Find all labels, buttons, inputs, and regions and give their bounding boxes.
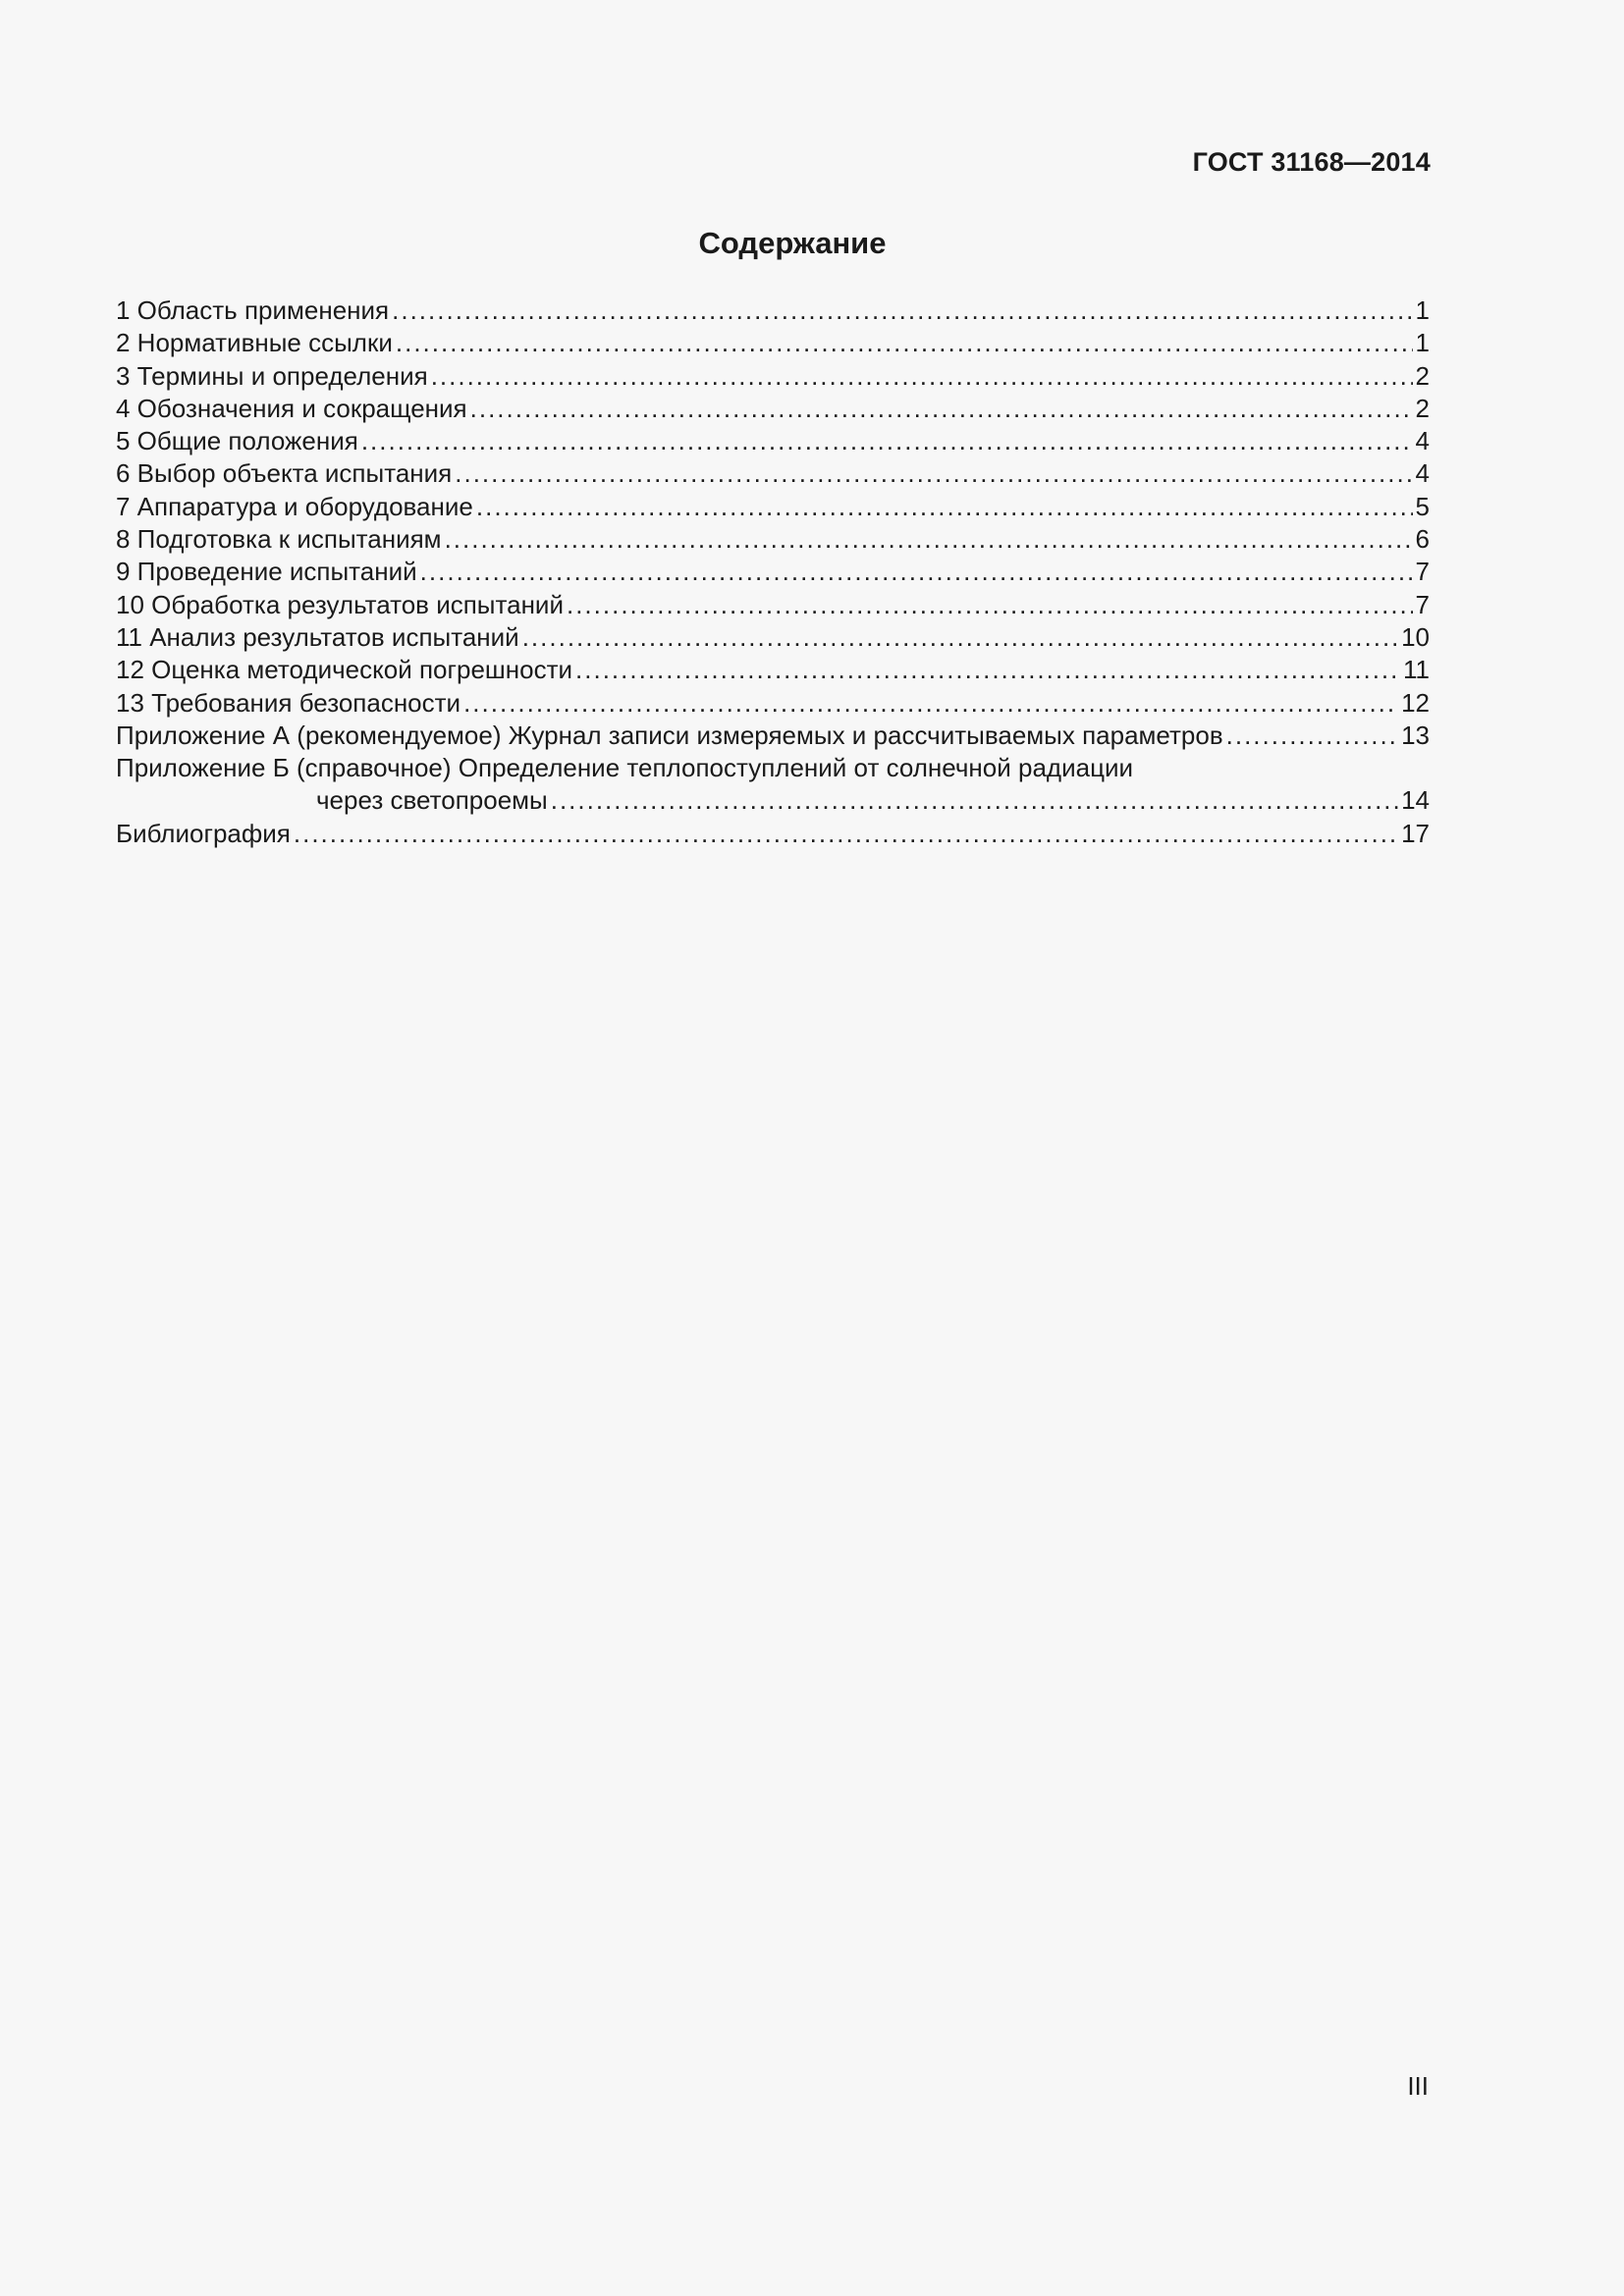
toc-entry[interactable]	[116, 327, 1430, 359]
toc-entry[interactable]	[116, 393, 1430, 425]
toc-dot-leader	[567, 589, 1413, 621]
toc-entry-page: 11	[1403, 655, 1430, 685]
toc-entry-label: 4 Обозначения и сокращения	[116, 393, 467, 423]
toc-dot-leader	[551, 784, 1398, 817]
toc-dot-leader	[392, 294, 1412, 327]
toc-entry-label: Библиография	[116, 818, 291, 848]
toc-entry-label: Приложение Б (справочное) Определение теплопоступлений от солнечной радиации	[116, 753, 1134, 783]
toc-entry-appendix-b[interactable]	[116, 752, 1430, 784]
toc-entry-label: 11 Анализ результатов испытаний	[116, 621, 519, 652]
toc-entry-label: через светопроемы	[316, 785, 548, 816]
toc-entry-label: 13 Требования безопасности	[116, 687, 461, 718]
toc-entry-label: 1 Область применения	[116, 295, 390, 325]
toc-dot-leader	[575, 654, 1400, 686]
toc-dot-leader	[455, 457, 1412, 490]
toc-entry[interactable]	[116, 425, 1430, 457]
toc-entry[interactable]	[116, 491, 1430, 523]
toc-dot-leader	[470, 393, 1413, 425]
toc-dot-leader	[396, 327, 1413, 359]
toc-entry-page: 1	[1415, 328, 1430, 358]
toc-dot-leader	[463, 687, 1398, 720]
toc-entry[interactable]	[116, 621, 1430, 654]
toc-dot-leader	[361, 425, 1413, 457]
toc-entry[interactable]	[116, 556, 1430, 588]
toc-entry-label: 3 Термины и определения	[116, 360, 428, 391]
toc-entry-appendix-a[interactable]	[116, 720, 1430, 752]
toc-entry-label: 6 Выбор объекта испытания	[116, 458, 453, 489]
toc-entry-appendix-b-continuation[interactable]	[116, 784, 1430, 817]
toc-dot-leader	[431, 360, 1413, 393]
toc-entry-label: Приложение А (рекомендуемое) Журнал записи измеряемых и рассчитываемых параметров	[116, 720, 1223, 750]
toc-entry-page: 2	[1415, 393, 1430, 423]
table-of-contents	[116, 294, 1430, 850]
toc-dot-leader	[420, 556, 1413, 588]
toc-entry[interactable]	[116, 360, 1430, 393]
toc-entry-page: 17	[1401, 818, 1430, 848]
toc-entry-label: 12 Оценка методической погрешности	[116, 655, 573, 685]
document-code: ГОСТ 31168—2014	[1192, 147, 1431, 177]
toc-dot-leader	[522, 621, 1398, 654]
toc-dot-leader	[445, 523, 1413, 556]
toc-entry-page: 12	[1401, 687, 1430, 718]
toc-entry[interactable]	[116, 654, 1430, 686]
toc-entry-page: 7	[1415, 589, 1430, 619]
toc-dot-leader	[1226, 720, 1398, 752]
toc-entry-label: 2 Нормативные ссылки	[116, 328, 393, 358]
toc-entry-page: 10	[1401, 621, 1430, 652]
toc-title: Содержание	[698, 226, 887, 260]
toc-dot-leader	[294, 818, 1398, 850]
toc-entry-page: 14	[1401, 785, 1430, 816]
toc-entry-label: 10 Обработка результатов испытаний	[116, 589, 564, 619]
toc-entry-label: 7 Аппаратура и оборудование	[116, 491, 473, 521]
toc-entry-bibliography[interactable]	[116, 818, 1430, 850]
toc-entry-label: 9 Проведение испытаний	[116, 557, 417, 587]
toc-entry-page: 5	[1415, 491, 1430, 521]
toc-entry[interactable]	[116, 687, 1430, 720]
toc-entry-label: 8 Подготовка к испытаниям	[116, 524, 442, 555]
toc-entry-page: 4	[1415, 426, 1430, 456]
toc-entry-page: 7	[1415, 557, 1430, 587]
page-number: III	[1407, 2071, 1429, 2101]
toc-entry-page: 1	[1415, 295, 1430, 325]
toc-entry-page: 6	[1415, 524, 1430, 555]
toc-entry-page: 2	[1415, 360, 1430, 391]
toc-entry-page: 4	[1415, 458, 1430, 489]
toc-dot-leader	[476, 491, 1413, 523]
toc-entry[interactable]	[116, 523, 1430, 556]
toc-entry[interactable]	[116, 294, 1430, 327]
toc-entry-label: 5 Общие положения	[116, 426, 358, 456]
toc-entry[interactable]	[116, 589, 1430, 621]
toc-entry[interactable]	[116, 457, 1430, 490]
toc-entry-page: 13	[1401, 720, 1430, 750]
